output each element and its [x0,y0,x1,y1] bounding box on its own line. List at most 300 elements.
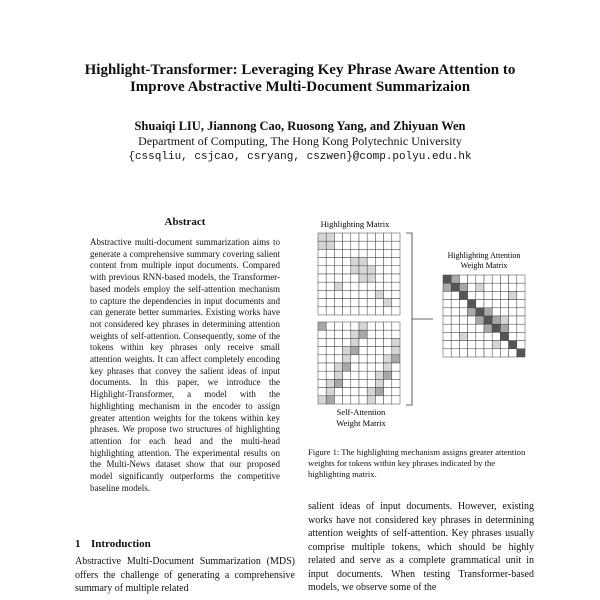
matrix-cell [367,379,375,387]
matrix-cell [500,291,508,299]
matrix-cell [392,379,400,387]
matrix-cell [476,341,484,349]
matrix-cell [334,379,342,387]
matrix-cell [351,258,359,266]
matrix-cell [343,258,351,266]
matrix-cell [492,308,500,316]
matrix-cell [392,347,400,355]
matrix-cell [367,371,375,379]
matrix-cell [492,275,500,283]
emails: {cssqliu, csjcao, csryang, cszwen}@comp.polyu.edu.hk [128,151,472,163]
matrix-cell [375,258,383,266]
matrix-cell [351,299,359,307]
matrix-cell [451,291,459,299]
matrix-cell [351,322,359,330]
matrix-cell [443,332,451,340]
matrix-cell [392,322,400,330]
matrix-cell [392,266,400,274]
matrix-cell [375,338,383,346]
matrix-cell [375,396,383,404]
matrix-cell [392,258,400,266]
figure-diagram [308,215,534,440]
abstract-text: Abstractive multi-document summarization aims to generate a comprehensive summary covering salient content from multiple input documents. Compared with previous RNN-based models, the Transformer-based models employ the self-attention mechanism to capture the dependencies in input documents and can generate better summaries. Existing works have not considered key phrases in determining attention weights of self-attention. Consequently, some of the tokens within key phrases only receive small attention weights. It can affect completely encoding key phrases that convey the salient ideas of input documents. In this paper, we introduce the Highlight-Transformer, a model with the highlighting mechanism in the encoder to assign greater attention weights for the tokens within key phrases. We propose two structures of highlighting attention for each head and the multi-head highlighting attention. The experimental results on the Multi-News dataset show that our proposed model significantly outperforms the competitive baseline models. [90,237,280,493]
matrix-cell [351,290,359,298]
matrix-cell [334,299,342,307]
matrix-cell [351,338,359,346]
matrix-cell [459,349,467,357]
matrix-cell [326,322,334,330]
matrix-cell [334,347,342,355]
matrix-cell [351,396,359,404]
matrix-cell [392,290,400,298]
matrix-cell [334,396,342,404]
matrix-cell [484,324,492,332]
matrix-cell [392,330,400,338]
matrix-cell [500,324,508,332]
matrix-cell [517,275,525,283]
matrix-cell [326,274,334,282]
matrix-cell [492,300,500,308]
matrix-cell [443,300,451,308]
matrix-cell [517,316,525,324]
matrix-cell [367,249,375,257]
matrix-cell [384,258,392,266]
matrix-cell [359,307,367,315]
matrix-cell [326,233,334,241]
matrix-cell [509,349,517,357]
paper-title [40,62,560,96]
title-line-1: Highlight-Transformer: Leveraging Key Phrase Aware Attention to [84,62,516,78]
matrix-cell [343,363,351,371]
matrix-cell [476,300,484,308]
matrix-cell [384,347,392,355]
matrix-cell [367,338,375,346]
matrix-cell [334,388,342,396]
matrix-cell [334,274,342,282]
matrix-cell [392,307,400,315]
matrix-cell [392,396,400,404]
matrix-cell [476,316,484,324]
matrix-cell [459,291,467,299]
matrix-cell [384,330,392,338]
matrix-cell [384,241,392,249]
matrix-cell [343,371,351,379]
matrix-cell [459,283,467,291]
matrix-cell [375,322,383,330]
matrix-cell [451,332,459,340]
matrix-cell [476,283,484,291]
matrix-cell [459,341,467,349]
matrix-cell [359,363,367,371]
matrix-cell [492,316,500,324]
matrix-cell [384,379,392,387]
matrix-cell [367,330,375,338]
figure-label-highlighting-attention-matrix: Weight Matrix [460,261,508,270]
matrix-cell [351,233,359,241]
matrix-cell [318,347,326,355]
matrix-cell [443,324,451,332]
matrix-cell [359,347,367,355]
figure-bracket [406,233,412,405]
matrix-cell [384,282,392,290]
matrix-cell [500,300,508,308]
highlighting-attention-matrix [443,275,525,357]
matrix-cell [359,355,367,363]
matrix-cell [392,388,400,396]
matrix-cell [484,275,492,283]
matrix-cell [318,371,326,379]
matrix-cell [476,291,484,299]
matrix-cell [359,266,367,274]
matrix-cell [318,258,326,266]
figure-1 [308,215,534,440]
matrix-cell [384,290,392,298]
matrix-cell [384,363,392,371]
matrix-cell [326,355,334,363]
matrix-cell [351,388,359,396]
matrix-cell [492,332,500,340]
matrix-cell [468,300,476,308]
matrix-cell [384,266,392,274]
matrix-cell [500,275,508,283]
figure-label-highlighting-attention: Highlighting Attention [447,251,521,260]
matrix-cell [392,363,400,371]
matrix-cell [326,290,334,298]
matrix-cell [384,274,392,282]
matrix-cell [517,332,525,340]
matrix-cell [367,396,375,404]
matrix-cell [367,299,375,307]
matrix-cell [468,332,476,340]
matrix-cell [359,258,367,266]
matrix-cell [343,233,351,241]
matrix-cell [451,349,459,357]
matrix-cell [476,275,484,283]
matrix-cell [367,290,375,298]
matrix-cell [375,241,383,249]
matrix-cell [318,249,326,257]
matrix-cell [375,388,383,396]
matrix-cell [367,282,375,290]
matrix-cell [351,355,359,363]
matrix-cell [343,307,351,315]
matrix-cell [375,290,383,298]
matrix-cell [343,330,351,338]
matrix-cell [451,308,459,316]
matrix-cell [392,299,400,307]
matrix-cell [500,308,508,316]
matrix-cell [375,379,383,387]
matrix-cell [509,283,517,291]
matrix-cell [484,283,492,291]
matrix-cell [517,324,525,332]
matrix-cell [367,363,375,371]
matrix-cell [375,371,383,379]
affiliation: Department of Computing, The Hong Kong Polytechnic University [138,134,462,148]
matrix-cell [384,355,392,363]
matrix-cell [326,299,334,307]
matrix-cell [459,300,467,308]
matrix-cell [359,396,367,404]
matrix-cell [375,363,383,371]
figure-label-highlighting-matrix: Highlighting Matrix [320,219,390,229]
introduction-text: Abstractive Multi-Document Summarization (MDS) offers the challenge of generating a comprehensive summary of multiple related [75,556,295,594]
matrix-cell [509,300,517,308]
matrix-cell [459,332,467,340]
matrix-cell [517,308,525,316]
matrix-cell [318,233,326,241]
matrix-cell [443,316,451,324]
matrix-cell [484,308,492,316]
matrix-cell [517,349,525,357]
matrix-cell [476,349,484,357]
matrix-cell [367,307,375,315]
matrix-cell [367,388,375,396]
matrix-cell [476,324,484,332]
matrix-cell [351,241,359,249]
matrix-cell [375,282,383,290]
section-title: Introduction [91,538,151,550]
matrix-cell [451,341,459,349]
matrix-cell [384,307,392,315]
matrix-cell [384,388,392,396]
section-introduction-heading [75,538,151,550]
matrix-cell [343,282,351,290]
self-attention-matrix [318,322,400,404]
matrix-cell [326,347,334,355]
title-line-2: Improve Abstractive Multi-Document Summarizaion [129,79,471,95]
matrix-cell [443,275,451,283]
matrix-cell [334,282,342,290]
matrix-cell [334,233,342,241]
matrix-cell [359,322,367,330]
matrix-cell [468,291,476,299]
matrix-cell [468,341,476,349]
matrix-cell [334,338,342,346]
matrix-cell [326,338,334,346]
matrix-cell [351,249,359,257]
matrix-cell [384,396,392,404]
matrix-cell [509,291,517,299]
matrix-cell [384,233,392,241]
matrix-cell [359,290,367,298]
matrix-cell [392,274,400,282]
matrix-cell [500,341,508,349]
matrix-cell [500,283,508,291]
matrix-cell [318,322,326,330]
matrix-cell [484,349,492,357]
matrix-cell [443,349,451,357]
matrix-cell [375,307,383,315]
matrix-cell [392,355,400,363]
matrix-cell [343,379,351,387]
matrix-cell [343,396,351,404]
matrix-cell [359,338,367,346]
matrix-cell [375,355,383,363]
matrix-cell [367,274,375,282]
matrix-cell [384,371,392,379]
matrix-cell [468,324,476,332]
matrix-cell [326,307,334,315]
matrix-cell [359,241,367,249]
matrix-cell [334,363,342,371]
matrix-cell [484,291,492,299]
matrix-cell [476,332,484,340]
matrix-cell [443,291,451,299]
matrix-cell [326,282,334,290]
matrix-cell [343,266,351,274]
matrix-cell [484,316,492,324]
matrix-cell [384,249,392,257]
matrix-cell [375,249,383,257]
matrix-cell [509,324,517,332]
matrix-cell [334,330,342,338]
section-number: 1 [75,538,81,550]
matrix-cell [359,330,367,338]
matrix-cell [343,355,351,363]
matrix-cell [509,275,517,283]
matrix-cell [443,283,451,291]
matrix-cell [334,371,342,379]
figure-label-self-attention-matrix: Weight Matrix [336,418,386,428]
matrix-cell [375,266,383,274]
matrix-cell [492,349,500,357]
matrix-cell [451,283,459,291]
matrix-cell [334,355,342,363]
matrix-cell [359,299,367,307]
matrix-cell [318,330,326,338]
matrix-cell [451,275,459,283]
authors: Shuaiqi LIU, Jiannong Cao, Ruosong Yang, and Zhiyuan Wen [134,119,466,133]
matrix-cell [334,241,342,249]
matrix-cell [326,379,334,387]
matrix-cell [517,341,525,349]
highlighting-matrix [318,233,400,315]
matrix-cell [343,347,351,355]
matrix-cell [343,338,351,346]
matrix-cell [318,307,326,315]
matrix-cell [318,363,326,371]
matrix-cell [392,249,400,257]
matrix-cell [343,388,351,396]
matrix-cell [459,316,467,324]
matrix-cell [375,299,383,307]
matrix-cell [326,249,334,257]
matrix-cell [359,249,367,257]
matrix-cell [367,355,375,363]
matrix-cell [351,363,359,371]
matrix-cell [500,316,508,324]
matrix-cell [359,274,367,282]
matrix-cell [468,283,476,291]
matrix-cell [318,290,326,298]
matrix-cell [359,233,367,241]
matrix-cell [343,241,351,249]
matrix-cell [451,300,459,308]
matrix-cell [351,371,359,379]
matrix-cell [351,347,359,355]
matrix-cell [375,347,383,355]
matrix-cell [343,322,351,330]
matrix-cell [326,363,334,371]
matrix-cell [318,241,326,249]
matrix-cell [326,388,334,396]
matrix-cell [343,290,351,298]
matrix-cell [468,275,476,283]
matrix-cell [318,338,326,346]
matrix-cell [392,233,400,241]
matrix-cell [334,266,342,274]
matrix-cell [318,355,326,363]
matrix-cell [443,341,451,349]
matrix-cell [351,307,359,315]
matrix-cell [326,371,334,379]
matrix-cell [351,274,359,282]
matrix-cell [517,283,525,291]
matrix-cell [375,233,383,241]
matrix-cell [326,258,334,266]
matrix-cell [334,290,342,298]
matrix-cell [484,332,492,340]
matrix-cell [500,332,508,340]
matrix-cell [351,330,359,338]
matrix-cell [384,299,392,307]
matrix-cell [367,241,375,249]
matrix-cell [509,316,517,324]
matrix-cell [334,249,342,257]
matrix-cell [451,324,459,332]
matrix-cell [459,308,467,316]
matrix-cell [500,349,508,357]
matrix-cell [318,266,326,274]
matrix-cell [509,341,517,349]
matrix-cell [375,274,383,282]
matrix-cell [351,266,359,274]
matrix-cell [517,300,525,308]
matrix-cell [484,341,492,349]
matrix-cell [392,371,400,379]
matrix-cell [468,349,476,357]
matrix-cell [392,282,400,290]
matrix-cell [484,300,492,308]
matrix-cell [318,282,326,290]
abstract-heading: Abstract [164,216,206,228]
matrix-cell [359,388,367,396]
matrix-cell [367,266,375,274]
matrix-cell [375,330,383,338]
matrix-cell [318,396,326,404]
matrix-cell [359,282,367,290]
matrix-cell [459,324,467,332]
matrix-cell [318,274,326,282]
matrix-cell [367,322,375,330]
matrix-cell [384,338,392,346]
matrix-cell [509,332,517,340]
matrix-cell [476,308,484,316]
matrix-cell [492,341,500,349]
matrix-cell [517,291,525,299]
matrix-cell [468,316,476,324]
matrix-cell [318,388,326,396]
abstract-body [90,237,280,494]
matrix-cell [343,299,351,307]
matrix-cell [367,233,375,241]
matrix-cell [343,274,351,282]
matrix-cell [334,322,342,330]
matrix-cell [451,316,459,324]
matrix-cell [392,241,400,249]
matrix-cell [384,322,392,330]
